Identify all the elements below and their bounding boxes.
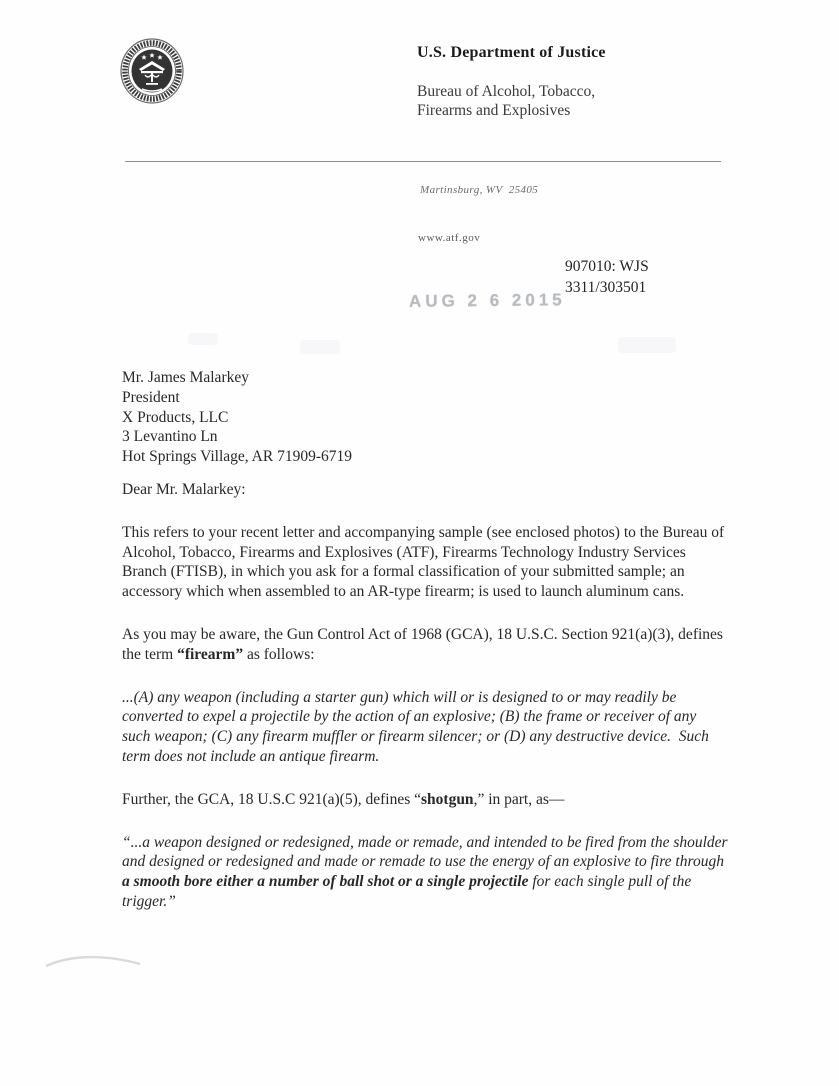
paragraph-segment: “...a weapon designed or redesigned, made or remade, and intended to be fired from the shoulder and designed or redesigned and made or remade to use the energy of an explosive to fire through (122, 833, 732, 871)
recipient-line: X Products, LLC (122, 408, 229, 426)
bureau-line-2: Firearms and Explosives (417, 102, 571, 119)
paragraph-segment: This refers to your recent letter and accompanying sample (see enclosed photos) to the Bureau of Alcohol, Tobacco, Firearms and Explosives (ATF), Firearms Technology Industry Services Branch (FTISB), in which you ask for a formal classification of your submitted sample; an accessory which when assembled to an AR-type firearm; is used to launch aluminum cans. (122, 523, 728, 601)
body-paragraph (122, 790, 728, 810)
doj-seal-icon (119, 37, 185, 105)
paragraph-segment: as follows: (243, 645, 315, 663)
paragraph-segment: shotgun (421, 790, 474, 808)
scan-artifact-smudge (300, 340, 340, 354)
paragraph-segment: a smooth bore either a number of ball shot or a single projectile (122, 873, 529, 891)
body-paragraphs (122, 523, 732, 912)
reference-number: 907010: WJS (565, 258, 649, 275)
recipient-line: Hot Springs Village, AR 71909-6719 (122, 448, 352, 466)
scan-artifact-smudge (188, 333, 218, 345)
body-paragraph (122, 688, 728, 767)
department-title: U.S. Department of Justice (417, 44, 606, 61)
body-paragraph (122, 833, 732, 912)
recipient-line: 3 Levantino Ln (122, 428, 218, 446)
date-stamp: AUG 2 6 2015 (408, 290, 566, 311)
recipient-line: President (122, 388, 180, 406)
office-location: Martinsburg, WV 25405 (420, 184, 539, 196)
body-paragraph (122, 625, 728, 665)
bureau-name (417, 82, 595, 120)
paragraph-segment: ,” in part, as— (473, 790, 565, 808)
website-text: www.atf.gov (418, 232, 481, 244)
recipient-block (122, 368, 728, 467)
letterhead-divider (125, 161, 721, 162)
paragraph-segment: Further, the GCA, 18 U.S.C 921(a)(5), defines “ (122, 790, 421, 808)
body-paragraph (122, 523, 728, 602)
scan-artifact-smudge (618, 337, 676, 353)
paragraph-segment: for each single pull of the trigger.” (122, 873, 696, 910)
recipient-line: Mr. James Malarkey (122, 369, 249, 386)
reference-block (565, 256, 649, 298)
case-number: 3311/303501 (565, 279, 647, 296)
letter-body (122, 368, 732, 912)
paragraph-segment: “firearm” (177, 645, 244, 663)
bureau-line-1: Bureau of Alcohol, Tobacco, (417, 83, 596, 100)
salutation: Dear Mr. Malarkey: (122, 480, 246, 498)
paragraph-segment: As you may be aware, the Gun Control Act of 1968 (GCA), 18 U.S.C. Section 921(a)(3), defines the term (122, 625, 727, 663)
paragraph-segment: ...(A) any weapon (including a starter gun) which will or is designed to or may readily be converted to expel a projectile by the action of an explosive; (B) the frame or receiver of any such weapon; (C) any firearm muffler or firearm silencer; or (D) any destructive device. Such term does not include an antique firearm. (122, 688, 713, 765)
scan-artifact-arc (42, 951, 146, 973)
